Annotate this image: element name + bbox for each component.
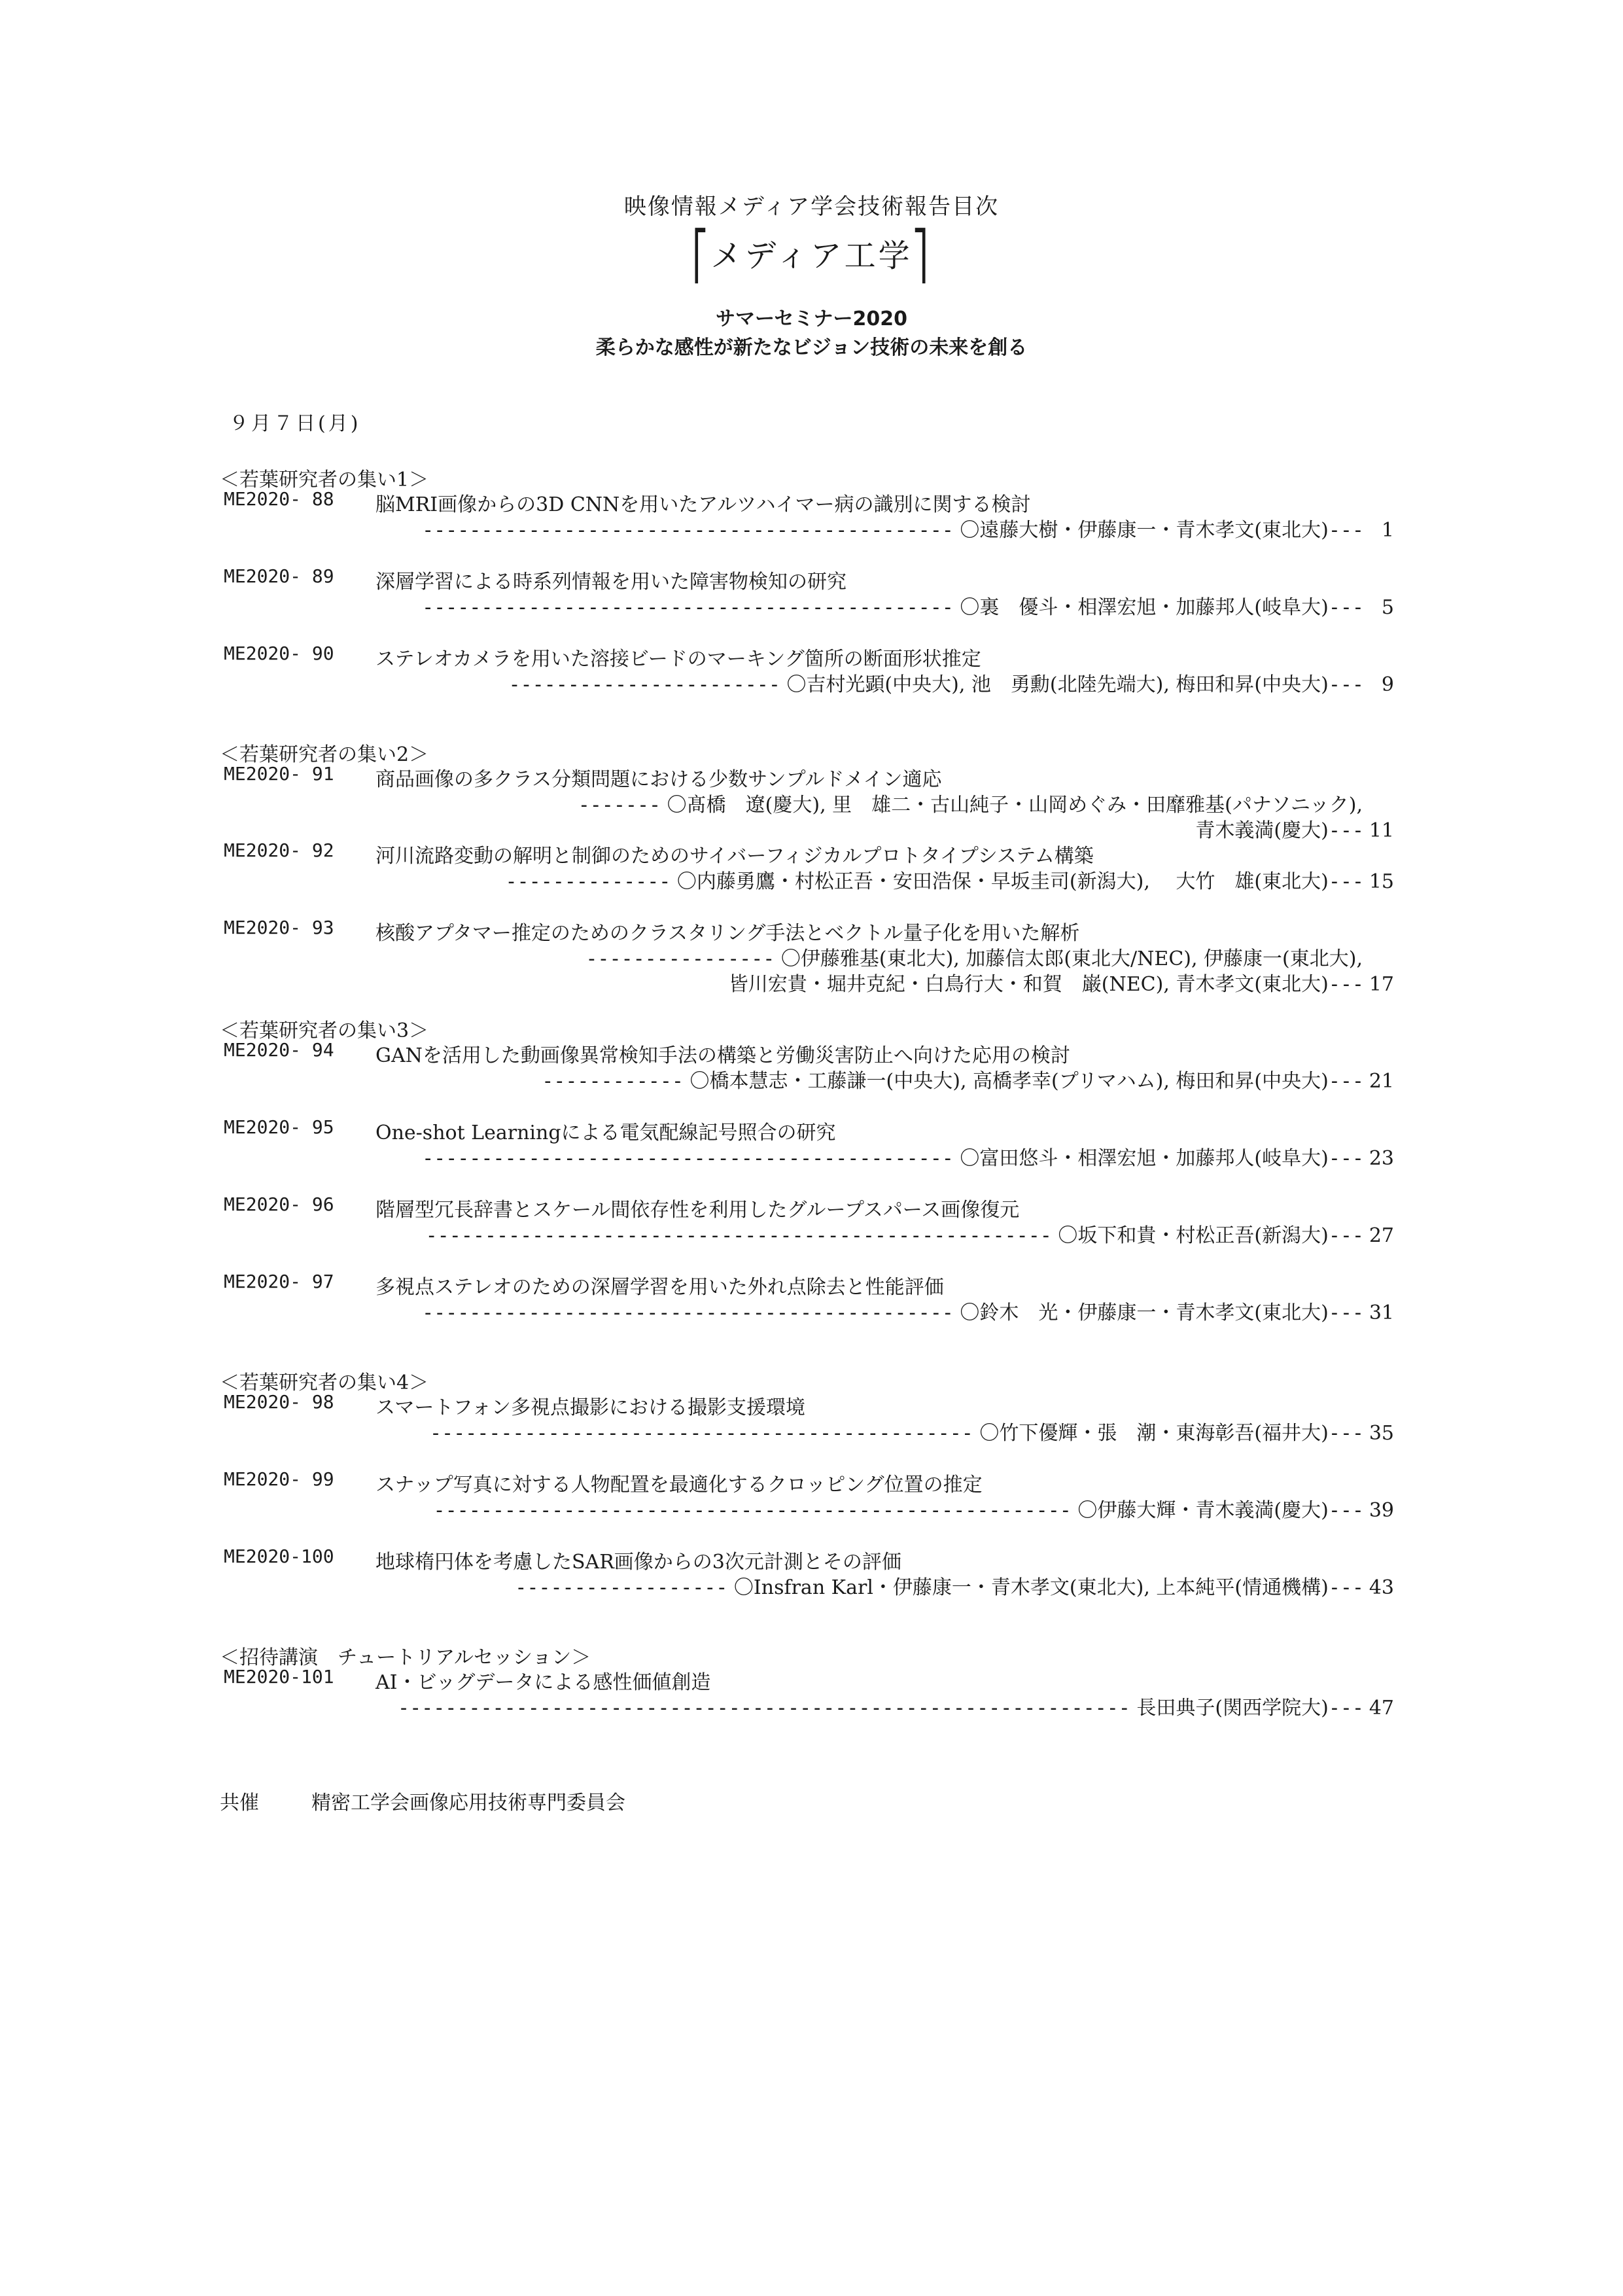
author-line [422, 514, 1394, 542]
report-number: ME2020-100 [224, 1545, 334, 1567]
report-number: ME2020- 95 [224, 1116, 334, 1138]
authors: 〇内藤勇鷹・村松正吾・安田浩保・早坂圭司(新潟大), 大竹 雄(東北大) [676, 870, 1329, 893]
leader-dashes: --- [1328, 973, 1364, 996]
page-number: 43 [1369, 1576, 1394, 1599]
session-date: ９月７日(月) [229, 412, 361, 435]
cosponsor-value: 精密工学会画像応用技術専門委員会 [311, 1792, 625, 1814]
report-number: ME2020-101 [224, 1666, 334, 1687]
leader-dashes: --- [1328, 596, 1364, 619]
seminar-name: サマーセミナー2020 [716, 308, 907, 330]
leader-dashes: --- [1328, 1301, 1364, 1324]
page-number: 39 [1369, 1499, 1394, 1522]
report-number: ME2020- 96 [224, 1193, 334, 1215]
paper-title: 商品画像の多クラス分類問題における少数サンプルドメイン適応 [375, 768, 942, 791]
leader-dashes: ------- [578, 794, 661, 817]
leader-dashes: --------------------------------------------- [422, 1301, 954, 1324]
report-number: ME2020- 89 [224, 565, 334, 587]
authors: 〇髙橋 遼(慶大), 里 雄二・古山純子・山岡めぐみ・田靡雅基(パナソニック), [667, 794, 1363, 817]
paper-title: 河川流路変動の解明と制御のためのサイバーフィジカルプロトタイプシステム構築 [375, 845, 1094, 868]
authors: 〇吉村光顕(中央大), 池 勇勳(北陸先端大), 梅田和昇(中央大) [786, 673, 1329, 696]
report-number: ME2020- 97 [224, 1271, 334, 1292]
page-number: 21 [1369, 1070, 1394, 1093]
authors: 〇富田悠斗・相澤宏旭・加藤邦人(岐阜大) [960, 1147, 1329, 1170]
author-line [422, 1142, 1394, 1171]
category-heading [0, 228, 1623, 283]
cosponsor [220, 1786, 625, 1815]
paper-title: 多視点ステレオのための深層学習を用いた外れ点除去と性能評価 [375, 1276, 944, 1299]
report-number: ME2020- 94 [224, 1039, 334, 1061]
page-number: 27 [1369, 1224, 1394, 1247]
report-number: ME2020- 93 [224, 917, 334, 938]
leader-dashes: ----------------------- [508, 673, 780, 696]
session-header: ＜招待講演 チュートリアルセッション＞ [220, 1646, 591, 1669]
authors: 〇遠藤大樹・伊藤康一・青木孝文(東北大) [960, 519, 1329, 542]
author-line [422, 1296, 1394, 1325]
author-line [1195, 814, 1394, 843]
report-number: ME2020- 99 [224, 1468, 334, 1490]
authors: 長田典子(関西学院大) [1136, 1697, 1329, 1720]
leader-dashes: ------------------ [515, 1576, 728, 1599]
cosponsor-label: 共催 [220, 1792, 259, 1814]
leader-dashes: --- [1328, 1499, 1364, 1522]
page-number: 5 [1381, 596, 1394, 619]
page-number: 11 [1369, 819, 1394, 842]
authors: 〇橋本慧志・工藤謙一(中央大), 高橋孝幸(プリマハム), 梅田和昇(中央大) [689, 1070, 1329, 1093]
paper-title: 階層型冗長辞書とスケール間依存性を利用したグループスパース画像復元 [375, 1199, 1020, 1222]
session-header: ＜若葉研究者の集い4＞ [220, 1371, 429, 1394]
seminar-theme: 柔らかな感性が新たなビジョン技術の未来を創る [595, 336, 1028, 359]
report-title: 映像情報メディア学会技術報告目次 [623, 194, 1000, 220]
leader-dashes: ------------------------------------------------------ [433, 1499, 1072, 1522]
leader-dashes: --- [1328, 673, 1364, 696]
page-number: 9 [1381, 673, 1394, 696]
paper-title: 深層学習による時系列情報を用いた障害物検知の研究 [375, 571, 846, 593]
leader-dashes: --- [1328, 1422, 1364, 1445]
category-label: メディア工学 [710, 238, 913, 274]
leader-dashes: --------------------------------------------- [422, 596, 954, 619]
leader-dashes: --- [1328, 1697, 1364, 1720]
left-bracket: ⎡ [692, 228, 711, 283]
page-number: 23 [1369, 1147, 1394, 1170]
paper-title: AI・ビッグデータによる感性価値創造 [375, 1671, 711, 1694]
page-number: 15 [1369, 870, 1394, 893]
leader-dashes: ----------------------------------------------------- [425, 1224, 1052, 1247]
leader-dashes: --------------------------------------------- [422, 1147, 954, 1170]
right-bracket: ⎤ [912, 228, 931, 283]
leader-dashes: --- [1328, 1224, 1364, 1247]
leader-dashes: -------------------------------------------------------------- [398, 1697, 1130, 1720]
authors: 〇伊藤雅基(東北大), 加藤信太郎(東北大/NEC), 伊藤康一(東北大), [780, 947, 1363, 970]
authors-continued: 青木義満(慶大) [1195, 819, 1329, 842]
page-number: 31 [1369, 1301, 1394, 1324]
leader-dashes: --- [1328, 519, 1364, 542]
leader-dashes: -------------- [505, 870, 671, 893]
page-number: 1 [1381, 519, 1394, 542]
report-number: ME2020- 92 [224, 839, 334, 861]
authors: 〇Insfran Karl・伊藤康一・青木孝文(東北大), 上本純平(情通機構) [733, 1576, 1329, 1599]
paper-title: GANを活用した動画像異常検知手法の構築と労働災害防止へ向けた応用の検討 [375, 1044, 1070, 1067]
leader-dashes: --- [1328, 1070, 1364, 1093]
authors: 〇伊藤大輝・青木義満(慶大) [1077, 1499, 1329, 1522]
author-line [585, 942, 1363, 971]
leader-dashes: ------------ [542, 1070, 684, 1093]
authors: 〇竹下優輝・張 潮・東海彰吾(福井大) [979, 1422, 1329, 1445]
author-line [398, 1691, 1394, 1720]
paper-title: ステレオカメラを用いた溶接ビードのマーキング箇所の断面形状推定 [375, 648, 981, 671]
page-number: 17 [1369, 973, 1394, 996]
authors: 〇鈴木 光・伊藤康一・青木孝文(東北大) [960, 1301, 1329, 1324]
author-line [430, 1417, 1394, 1445]
paper-title: スマートフォン多視点撮影における撮影支援環境 [375, 1396, 805, 1419]
leader-dashes: --- [1328, 1576, 1364, 1599]
author-line [422, 591, 1394, 620]
paper-title: One-shot Learningによる電気配線記号照合の研究 [375, 1122, 836, 1144]
report-number: ME2020- 98 [224, 1391, 334, 1413]
report-number: ME2020- 91 [224, 763, 334, 785]
report-number: ME2020- 88 [224, 488, 334, 510]
paper-title: 核酸アプタマー推定のためのクラスタリング手法とベクトル量子化を用いた解析 [375, 922, 1080, 945]
leader-dashes: ---------------------------------------------- [430, 1422, 973, 1445]
author-line [434, 1494, 1394, 1523]
authors: 〇坂下和貴・村松正吾(新潟大) [1058, 1224, 1329, 1247]
author-line [515, 1571, 1394, 1600]
author-line [508, 668, 1394, 697]
leader-dashes: --- [1328, 819, 1364, 842]
paper-title: 地球楕円体を考慮したSAR画像からの3次元計測とその評価 [375, 1551, 901, 1574]
author-line [542, 1065, 1394, 1093]
report-number: ME2020- 90 [224, 643, 334, 664]
author-line [729, 968, 1394, 997]
page-number: 35 [1369, 1422, 1394, 1445]
author-line [578, 788, 1363, 817]
paper-title: スナップ写真に対する人物配置を最適化するクロッピング位置の推定 [375, 1474, 983, 1496]
page-number: 47 [1369, 1697, 1394, 1720]
authors-continued: 皆川宏貴・堀井克紀・白鳥行大・和賀 巌(NEC), 青木孝文(東北大) [728, 973, 1329, 996]
leader-dashes: --------------------------------------------- [422, 519, 954, 542]
authors: 〇裏 優斗・相澤宏旭・加藤邦人(岐阜大) [960, 596, 1329, 619]
author-line [426, 1219, 1394, 1248]
session-header: ＜若葉研究者の集い1＞ [220, 468, 429, 491]
session-header: ＜若葉研究者の集い2＞ [220, 743, 429, 766]
paper-title: 脳MRI画像からの3D CNNを用いたアルツハイマー病の識別に関する検討 [375, 493, 1031, 516]
leader-dashes: --- [1328, 870, 1364, 893]
leader-dashes: --- [1328, 1147, 1364, 1170]
session-header: ＜若葉研究者の集い3＞ [220, 1019, 429, 1042]
author-line [506, 865, 1395, 894]
leader-dashes: ---------------- [585, 947, 775, 970]
